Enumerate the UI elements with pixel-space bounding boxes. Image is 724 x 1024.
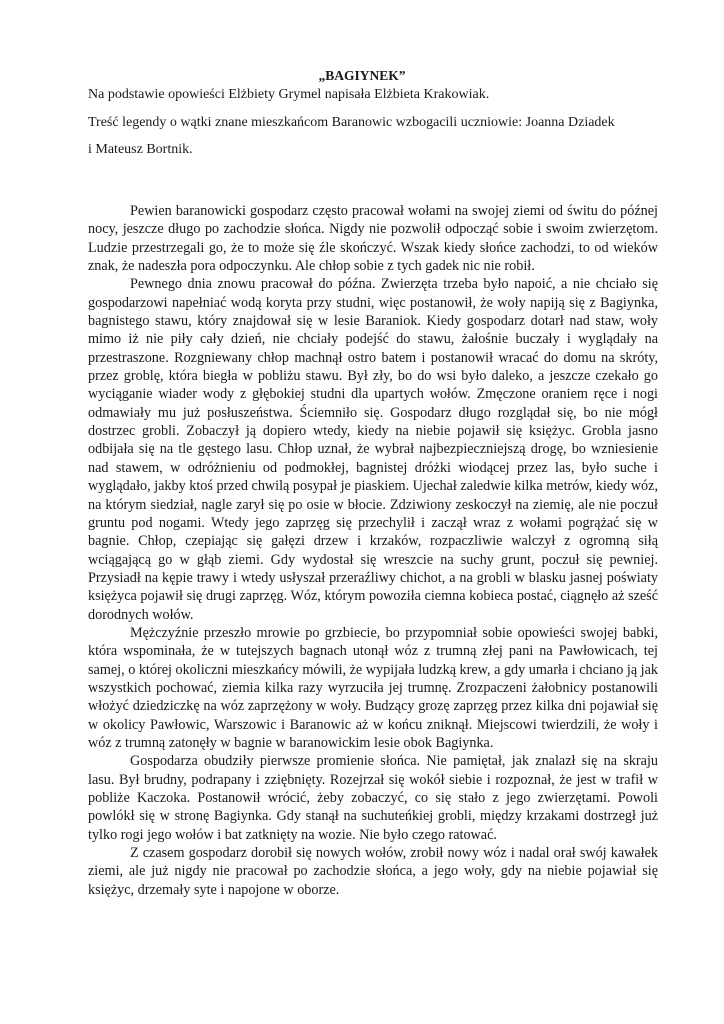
paragraph-3: Mężczyźnie przeszło mrowie po grzbiecie, bo przypomniał sobie opowieści swojej babki, która wspominała, że w tutejszych bagnach utonął wóz z trumną złej pani na Pawłowicach, tej samej, o której okoliczni mieszkańcy mówili, że wypijała ludzką krew, a gdy umarła i chciano ją jak wszystkich pochować, ziemia kilka razy wyrzuciła jej trumnę. Zrozpaczeni żałobnicy postanowili włożyć dziedziczkę na wóz zaprzężony w woły. Budzący grozę zaprzęg przez kilka dni pojawiał się w okolicy Pawłowic, Warszowic i Baranowic aż w końcu zniknął. Miejscowi twierdzili, że woły i wóz z trumną zatonęły w bagnie w baranowickim lesie obok Bagiynka. [88, 624, 658, 751]
paragraph-2: Pewnego dnia znowu pracował do późna. Zwierzęta trzeba było napoić, a nie chciało się gospodarzowi napełniać wodą koryta przy studni, więc postanowił, że woły napiją się z Bagiynka, bagnistego stawu, który znajdował się w lesie Baraniok. Kiedy gospodarz dotarł nad staw, woły mimo iż nie piły cały dzień, nie chciały podejść do stawu, żałośnie buczały i wyglądały na przestraszone. Rozgniewany chłop machnął ostro batem i postanowił wracać do domu na skróty, przez groblę, która biegła w pobliżu stawu. Był zły, bo do wsi było daleko, a jeszcze czekało go wyciąganie wiader wody z głębokiej studni dla upartych wołów. Zmęczone oraniem ręce i nogi odmawiały mu już posłuszeństwa. Ściemniło się. Gospodarz długo rozglądał się, bo nie mógł dostrzec grobli. Zobaczył ją dopiero wtedy, kiedy na niebie pojawił się księżyc. Grobla jasno odbijała się na tle gęstego lasu. Chłop uznał, że wybrał najbezpieczniejszą drogę, bo wzniesienie nad stawem, w odróżnieniu od podmokłej, bagnistej dróżki wiodącej przez las, było suche i wyglądało, jakby ktoś przed chwilą posypał je piaskiem. Ujechał zaledwie kilka metrów, kiedy wóz, na którym siedział, nagle zarył się po osie w błocie. Zdziwiony zeskoczył na ziemię, ale nie poczuł gruntu pod nogami. Wtedy jego zaprzęg się przechylił i zaczął wraz z wołami pogrążać się w bagnie. Chłop, czepiając się gałęzi drzew i krzaków, rozpaczliwie walczył z ogromną siłą wciągającą go w głąb ziemi. Gdy wydostał się wreszcie na suchy grunt, poczuł się pewniej. Przysiadł na kępie trawy i wtedy usłyszał przeraźliwy chichot, a na grobli w blasku jasnej poświaty księżyca pojawił się drugi zaprzęg. Wóz, którym powoziła ciemna kobieca postać, ciągnęło aż sześć dorodnych wołów. [88, 276, 658, 623]
paragraph-4: Gospodarza obudziły pierwsze promienie słońca. Nie pamiętał, jak znalazł się na skraju lasu. Był brudny, podrapany i zziębnięty. Rozejrzał się wokół siebie i rozpoznał, że jest w trafił w pobliże Kaczoka. Postanowił wrócić, żeby zobaczyć, co się stało z jego zwierzętami. Powoli powlókł się w stronę Bagiynka. Gdy stanął na suchuteńkiej grobli, między krzakami dostrzegł już tylko rogi jego wołów i bat zatknięty na wozie. Nie było czego ratować. [88, 753, 658, 843]
story-body [88, 202, 658, 899]
document-title: „BAGIYNEK” [318, 68, 406, 83]
author-note: Na podstawie opowieści Elżbiety Grymel napisała Elżbieta Krakowiak. [88, 87, 490, 102]
credits-line-2: i Mateusz Bortnik. [88, 142, 193, 157]
paragraph-5: Z czasem gospodarz dorobił się nowych wołów, zrobił nowy wóz i nadal orał swój kawałek ziemi, ale już nigdy nie pracował po zachodzie słońca, a jego woły, gdy na niebie pojawiał się księżyc, drzemały syte i napojone w oborze. [88, 845, 658, 898]
credits-line-1: Treść legendy o wątki znane mieszkańcom Baranowic wzbogacili uczniowie: Joanna Dziadek [88, 115, 615, 130]
paragraph-1: Pewien baranowicki gospodarz często pracował wołami na swojej ziemi od świtu do późnej nocy, jeszcze długo po zachodzie słońca. Nigdy nie pozwolił odpocząć sobie i swoim zwierzętom. Ludzie przestrzegali go, że to może się źle skończyć. Wszak kiedy słońce zachodzi, to od wieków znak, że nadeszła pora odpoczynku. Ale chłop sobie z tych gadek nic nie robił. [88, 203, 658, 275]
document-header [88, 86, 658, 159]
